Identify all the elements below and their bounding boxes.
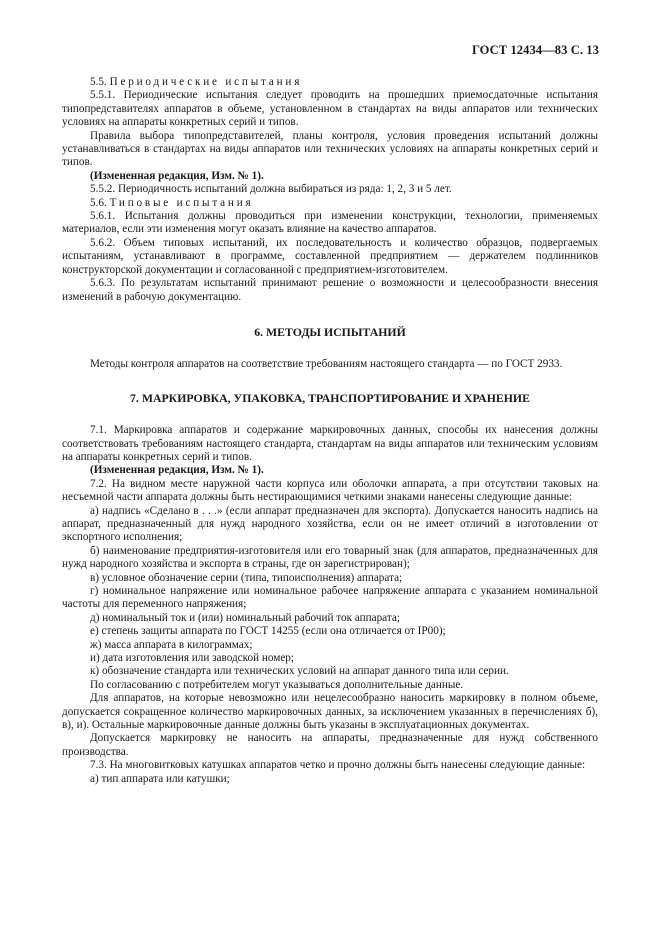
list-item-zh: ж) масса аппарата в килограммах; xyxy=(90,638,253,651)
paragraph-7-1: 7.1. Маркировка аппаратов и содержание маркировочных данных, способы их нанесения должны соответствовать требованиям настоящего стандарта, стандартам на виды аппаратов или техническим условиям на аппараты конкретных серий и типов. xyxy=(62,424,598,463)
paragraph-5-5-2: 5.5.2. Периодичность испытаний должна выбираться из ряда: 1, 2, 3 и 5 лет. xyxy=(90,183,452,196)
paragraph-own-production: Допускается маркировку не наносить на аппараты, предназначенные для нужд собственного производства. xyxy=(62,732,598,758)
section-6-heading: 6. МЕТОДЫ ИСПЫТАНИЙ xyxy=(254,324,406,339)
paragraph-5-6-1: 5.6.1. Испытания должны проводиться при изменении конструкции, технологии, применяемых материалов, если эти изменения могут оказать влияние на качество аппаратов. xyxy=(62,210,598,236)
section-5-5-heading xyxy=(62,76,598,89)
list-item-k: к) обозначение стандарта или технических условий на аппарат данного типа или серии. xyxy=(90,665,509,678)
section-5-5-number: 5.5. xyxy=(90,76,107,88)
paragraph-7-3: 7.3. На многовитковых катушках аппаратов четко и прочно должны быть нанесены следующие данные: xyxy=(90,759,586,772)
paragraph-agreement: По согласованию с потребителем могут указываться дополнительные данные. xyxy=(90,678,464,691)
paragraph-5-6-3: 5.6.3. По результатам испытаний принимают решение о возможности и целесообразности внесения изменений в рабочую документацию. xyxy=(62,277,598,303)
page-header: ГОСТ 12434—83 С. 13 xyxy=(471,43,599,57)
list-item-v: в) условное обозначение серии (типа, типоисполнения) аппарата; xyxy=(90,571,403,584)
amendment-note-2: (Измененная редакция, Изм. № 1). xyxy=(90,464,264,477)
paragraph-5-5-1: 5.5.1. Периодические испытания следует проводить на прошедших приемосдаточные испытания типопредставителях аппаратов в объеме, установленном в стандартах на виды аппаратов или технических условиях на аппараты конкретных серий и типов. xyxy=(62,89,598,129)
list-item-a: а) надпись «Сделано в . . .» (если аппарат предназначен для экспорта). Допускается наносить надпись на аппарат, предназначенный для нужд народного хозяйства, если он не имеет отличий в изготовлении от экспортного исполнения; xyxy=(62,504,598,544)
section-5-5-title: Периодические испытания xyxy=(109,76,303,88)
list-item-i: и) дата изготовления или заводской номер; xyxy=(90,652,294,665)
list-item-b: б) наименование предприятия-изготовителя или его товарный знак (для аппаратов, предназначенных для нужд народного хозяйства и экспорта в страны, где он зарегистрирован); xyxy=(62,544,598,571)
paragraph-5-6-2: 5.6.2. Объем типовых испытаний, их последовательность и количество образцов, подвергаемых испытаниям, устанавливают в программе, составленной предприятием — держателем подлинников конструкторской документации и согласованной с предприятием-изготовителем. xyxy=(62,236,598,276)
section-5-6-heading xyxy=(62,197,598,210)
section-7-heading: 7. МАРКИРОВКА, УПАКОВКА, ТРАНСПОРТИРОВАНИЕ И ХРАНЕНИЕ xyxy=(130,390,530,405)
paragraph-reduced-marking: Для аппаратов, на которые невозможно или нецелесообразно наносить маркировку в полном объеме, допускается сокращенное количество маркировочных данных, за исключением указанных в перечислениях б), в), и). Остальные маркировочные данные должны быть указаны в эксплуатационных документах. xyxy=(62,692,598,732)
amendment-note-1: (Измененная редакция, Изм. № 1). xyxy=(90,169,264,182)
paragraph-7-3-a: а) тип аппарата или катушки; xyxy=(90,772,230,785)
paragraph-7-2: 7.2. На видном месте наружной части корпуса или оболочки аппарата, а при отсутствии таковых на несъемной части аппарата должны быть нестирающимися четкими знаками нанесены следующие данные: xyxy=(62,477,598,504)
section-5-6-number: 5.6. xyxy=(90,196,107,209)
list-item-d: д) номинальный ток и (или) номинальный рабочий ток аппарата; xyxy=(90,611,400,624)
list-item-e: е) степень защиты аппарата по ГОСТ 14255 (если она отличается от IP00); xyxy=(90,625,446,638)
paragraph-6: Методы контроля аппаратов на соответствие требованиям настоящего стандарта — по ГОСТ 2933. xyxy=(90,358,563,371)
document-body xyxy=(62,76,598,786)
paragraph-5-5-1-rules: Правила выбора типопредставителей, планы контроля, условия проведения испытаний должны устанавливаться в стандартах на виды аппаратов или технических условиях на аппараты конкретных серий и типов. xyxy=(62,129,598,169)
list-item-g: г) номинальное напряжение или номинальное рабочее напряжение аппарата с указанием номинальной частоты для переменного напряжения; xyxy=(62,585,598,611)
section-5-6-title: Типовые испытания xyxy=(109,196,254,209)
